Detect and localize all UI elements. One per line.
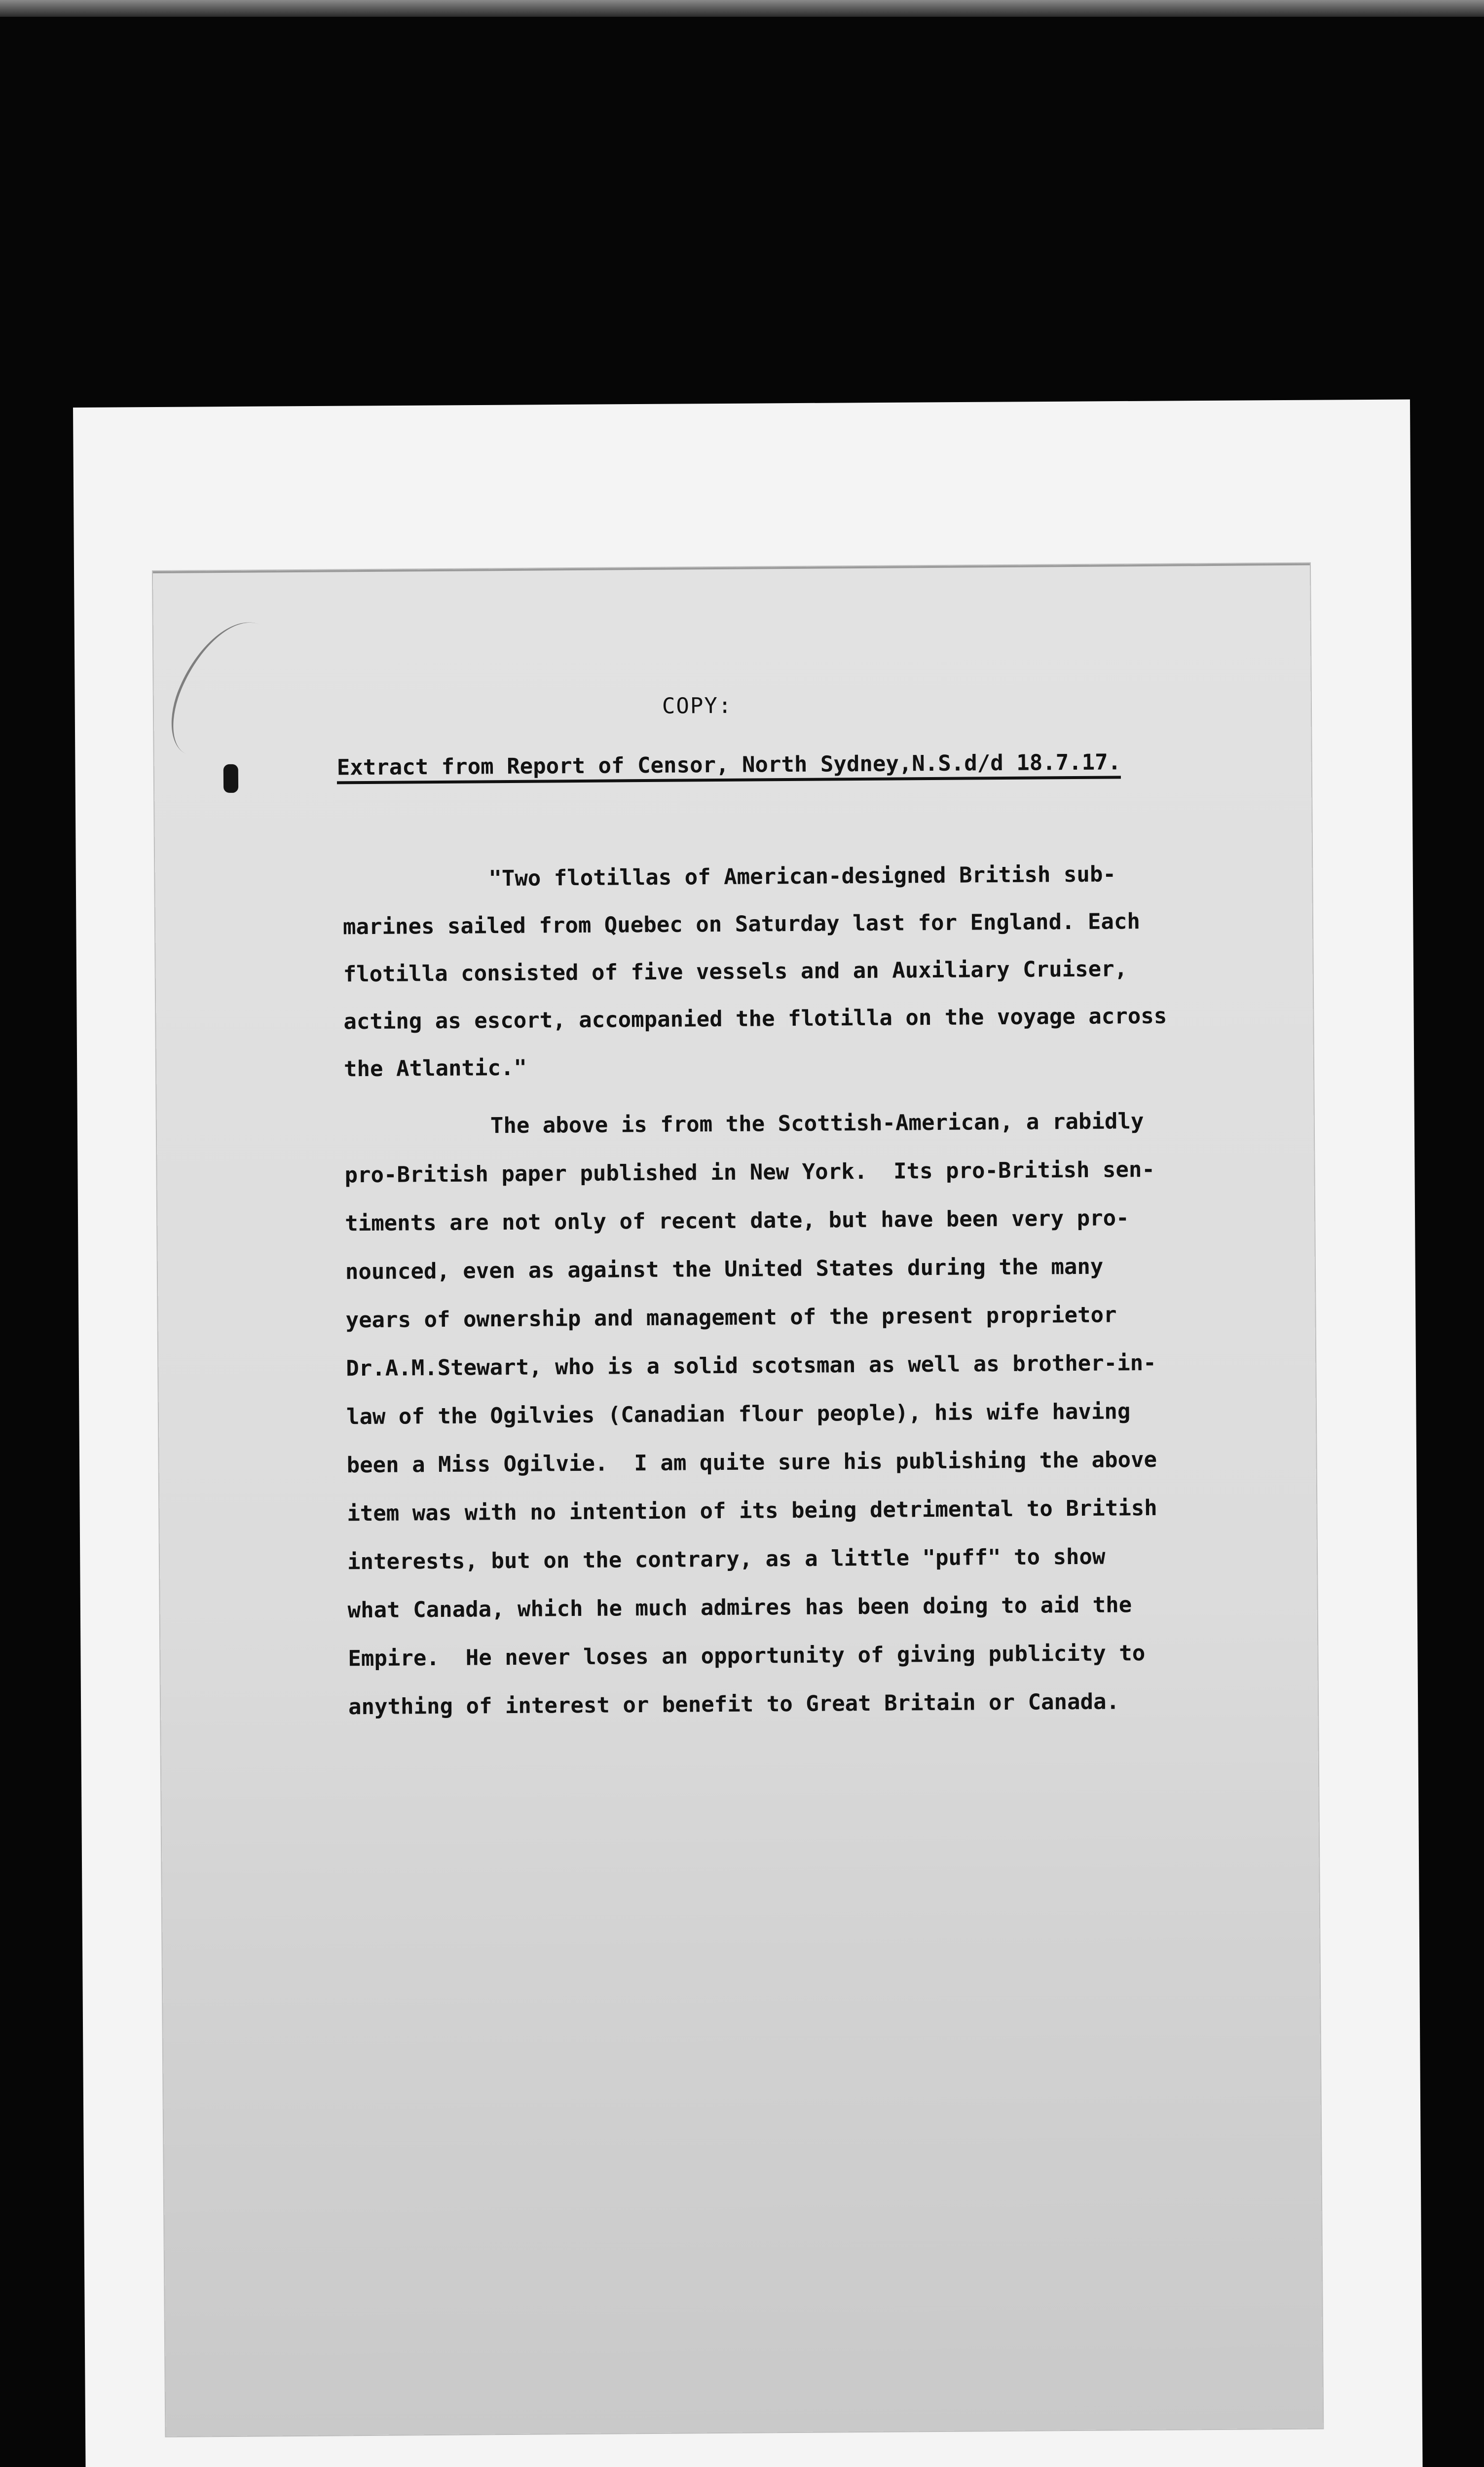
body-line: interests, but on the contrary, as a little "puff" to show [347,1544,1106,1575]
quote-line: acting as escort, accompanied the flotilla on the voyage across [343,1003,1167,1035]
body-line: pro-British paper published in New York. Its pro-British sen- [344,1157,1155,1188]
body-line: years of ownership and management of the present proprietor [345,1302,1117,1333]
commentary-paragraph [344,1096,1291,1731]
body-line: been a Miss Ogilvie. I am quite sure his publishing the above [346,1447,1157,1478]
quote-line: the Atlantic." [343,1055,527,1082]
body-line: nounced, even as against the United States during the many [345,1254,1104,1285]
quoted-extract [342,850,1286,1093]
body-line: Dr.A.M.Stewart, who is a solid scotsman as well as brother-in- [346,1350,1156,1382]
body-line: item was with no intention of its being detrimental to British [347,1495,1157,1527]
film-edge [0,0,1484,17]
body-line: timents are not only of recent date, but have been very pro- [345,1205,1129,1236]
typed-page [153,563,1323,2436]
paper-curl-mark [156,605,290,774]
copy-label: COPY: [662,693,733,719]
quote-line: "Two flotillas of American-designed British sub- [488,861,1116,892]
punch-hole-mark [223,764,238,793]
body-line: anything of interest or benefit to Great Britain or Canada. [348,1689,1120,1720]
body-line: what Canada, which he much admires has been doing to aid the [347,1592,1132,1623]
body-line: Empire. He never loses an opportunity of giving publicity to [348,1641,1146,1672]
body-line: law of the Ogilvies (Canadian flour people), his wife having [346,1399,1131,1430]
quote-line: flotilla consisted of five vessels and an Auxiliary Cruiser, [343,956,1128,987]
extract-heading: Extract from Report of Censor, North Sydney,N.S.d/d 18.7.17. [337,749,1121,784]
quote-line: marines sailed from Quebec on Saturday last for England. Each [342,909,1141,940]
body-line: The above is from the Scottish-American, a rabidly [490,1109,1144,1139]
